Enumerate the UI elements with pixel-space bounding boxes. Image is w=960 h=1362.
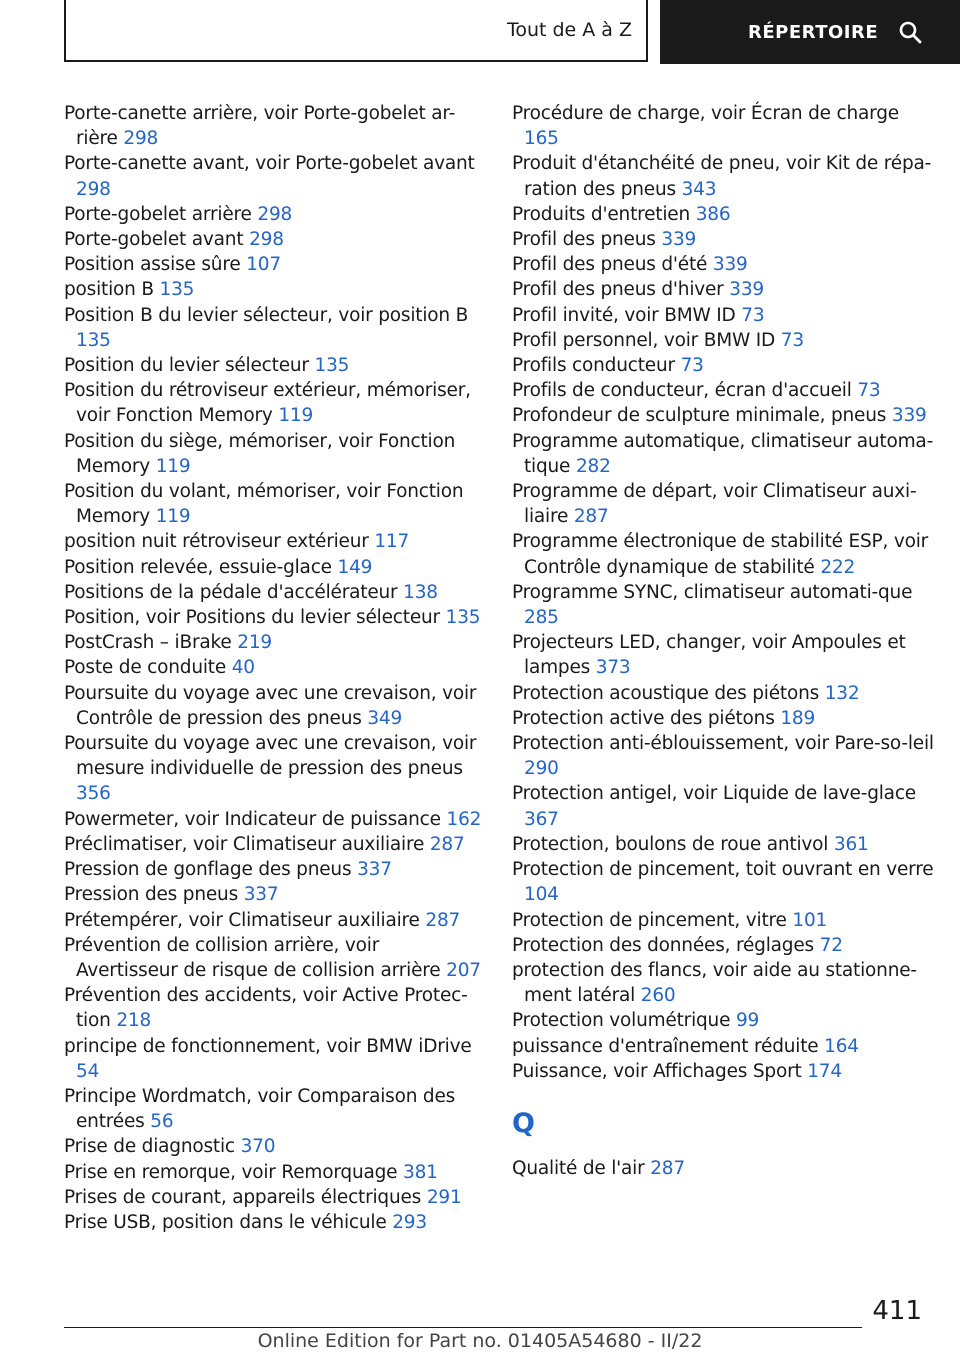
index-term: Position du volant, mémoriser, voir Fonction Memory [64, 481, 464, 528]
index-entry [64, 681, 484, 731]
page-link[interactable]: 298 [257, 203, 293, 225]
index-entry [512, 832, 937, 857]
index-entry [512, 908, 937, 933]
page-link[interactable]: 218 [116, 1010, 152, 1032]
index-term: Prise de diagnostic [64, 1136, 235, 1158]
page-link[interactable]: 337 [243, 884, 279, 906]
index-entry [64, 151, 484, 201]
index-entry [64, 807, 484, 832]
page-link[interactable]: 101 [792, 909, 828, 931]
page-link[interactable]: 138 [403, 581, 438, 603]
page-link[interactable]: 343 [681, 178, 717, 200]
index-entry [512, 731, 937, 781]
index-entry [512, 353, 937, 378]
page-link[interactable]: 298 [249, 229, 284, 251]
index-term: Projecteurs LED, changer, voir Ampoules et lampes [512, 632, 906, 679]
page-link[interactable]: 40 [231, 657, 255, 679]
index-entry [512, 101, 937, 151]
page-link[interactable]: 174 [807, 1060, 842, 1082]
index-term: Protection active des piétons [512, 707, 775, 729]
page-link[interactable]: 282 [575, 455, 611, 477]
page-link[interactable]: 298 [76, 178, 111, 200]
index-entry [512, 1059, 937, 1084]
section-title: Tout de A à Z [506, 19, 632, 41]
index-entry [512, 781, 937, 831]
index-entry [64, 1034, 484, 1084]
index-entry [64, 303, 484, 353]
page-link[interactable]: 72 [819, 934, 843, 956]
index-entry [64, 908, 484, 933]
page-link[interactable]: 287 [429, 833, 465, 855]
index-entry [64, 857, 484, 882]
index-term: Puissance, voir Affichages Sport [512, 1060, 802, 1082]
index-term: Profil des pneus d'hiver [512, 279, 724, 301]
page-link[interactable]: 73 [857, 380, 881, 402]
index-entry [64, 1160, 484, 1185]
page-link[interactable]: 165 [524, 128, 559, 150]
index-term: Protection de pincement, toit ouvrant en verre [512, 859, 934, 881]
page-link[interactable]: 349 [367, 707, 403, 729]
index-entry [64, 1084, 484, 1134]
index-entry [64, 882, 484, 907]
page-link[interactable]: 132 [824, 682, 860, 704]
index-entry [64, 378, 484, 428]
page-link[interactable]: 162 [446, 808, 482, 830]
index-term: Protection de pincement, vitre [512, 909, 787, 931]
page-link[interactable]: 339 [661, 229, 697, 251]
page-link[interactable]: 339 [729, 279, 764, 301]
page-link[interactable]: 135 [445, 607, 481, 629]
page-link[interactable]: 135 [159, 279, 195, 301]
page-link[interactable]: 370 [240, 1136, 276, 1158]
page-link[interactable]: 117 [374, 531, 410, 553]
page-link[interactable]: 381 [403, 1161, 438, 1183]
index-entry [64, 731, 484, 807]
index-term: Position relevée, essuie-glace [64, 556, 332, 578]
index-entry [64, 933, 484, 983]
index-entry [512, 252, 937, 277]
page-link[interactable]: 73 [780, 329, 804, 351]
index-entry [64, 655, 484, 680]
index-term: position nuit rétroviseur extérieur [64, 531, 369, 553]
index-entry [512, 378, 937, 403]
page-header [0, 0, 960, 66]
index-term: Procédure de charge, voir Écran de charge [512, 103, 899, 124]
index-entry [512, 933, 937, 958]
chapter-title: RÉPERTOIRE [748, 21, 879, 43]
page-link[interactable]: 73 [741, 304, 765, 326]
index-term: Pression de gonflage des pneus [64, 859, 352, 881]
index-term: Programme électronique de stabilité ESP, voir Contrôle dynamique de stabilité [512, 531, 929, 578]
index-term: Positions de la pédale d'accélérateur [64, 581, 398, 603]
page-link[interactable]: 73 [680, 355, 704, 377]
index-term: puissance d'entraînement réduite [512, 1035, 819, 1057]
index-term: Pression des pneus [64, 884, 239, 906]
index-entry [512, 681, 937, 706]
page-link[interactable]: 222 [820, 556, 856, 578]
index-column-right [512, 101, 937, 1181]
page-link[interactable]: 107 [246, 254, 281, 276]
index-entry [512, 429, 937, 479]
index-term: Produit d'étanchéité de pneu, voir Kit de répa-ration des pneus [512, 153, 932, 200]
index-entry [512, 277, 937, 302]
footer-edition: Online Edition for Part no. 01405A54680 - II/22 [257, 1330, 703, 1352]
index-entry [64, 983, 484, 1033]
index-entry [64, 630, 484, 655]
index-term: Programme automatique, climatiseur automa-tique [512, 430, 934, 477]
index-term: Profil invité, voir BMW ID [512, 304, 736, 326]
index-term: PostCrash – iBrake [64, 632, 232, 654]
index-term: Position du rétroviseur extérieur, mémoriser, voir Fonction Memory [64, 380, 471, 427]
index-term: Position du siège, mémoriser, voir Fonction Memory [64, 430, 456, 477]
index-entry [64, 1185, 484, 1210]
page-link[interactable]: 287 [650, 1157, 685, 1179]
index-entry [64, 1134, 484, 1159]
page-link[interactable]: 104 [524, 884, 559, 906]
index-term: Produits d'entretien [512, 203, 691, 225]
page-link[interactable]: 287 [573, 506, 609, 528]
index-column-left [64, 101, 484, 1235]
index-term: Protection antigel, voir Liquide de lave-glace [512, 783, 916, 805]
index-entry [64, 277, 484, 302]
page-link[interactable]: 149 [337, 556, 373, 578]
index-entry [64, 252, 484, 277]
index-entry [64, 832, 484, 857]
index-term: Profil des pneus [512, 229, 656, 251]
index-entry [64, 529, 484, 554]
index-term: Qualité de l'air [512, 1157, 645, 1179]
page-link[interactable]: 356 [76, 783, 111, 805]
index-term: Porte-gobelet arrière [64, 203, 252, 225]
index-term: Prise USB, position dans le véhicule [64, 1211, 387, 1233]
index-term: Position du levier sélecteur [64, 355, 309, 377]
section-letter-q: Q [512, 1107, 535, 1139]
page-link[interactable]: 285 [524, 607, 559, 629]
index-entry [512, 403, 937, 428]
page-link[interactable]: 291 [426, 1186, 462, 1208]
index-entry [512, 630, 937, 680]
page-link[interactable]: 135 [76, 329, 111, 351]
page-link[interactable]: 135 [314, 355, 350, 377]
page-link[interactable]: 361 [833, 833, 869, 855]
index-term: Protection acoustique des piétons [512, 682, 820, 704]
index-entry [512, 706, 937, 731]
page-link[interactable]: 207 [446, 959, 481, 981]
page-link[interactable]: 54 [76, 1060, 100, 1082]
index-term: Porte-gobelet avant [64, 229, 244, 251]
index-entry [64, 202, 484, 227]
index-entry [64, 580, 484, 605]
index-entry [64, 1210, 484, 1235]
page-link[interactable]: 290 [524, 758, 559, 780]
page-link[interactable]: 367 [524, 808, 559, 830]
index-term: Protection anti-éblouissement, voir Pare-so-leil [512, 733, 934, 755]
index-term: Prises de courant, appareils électriques [64, 1186, 422, 1208]
index-term: Prévention de collision arrière, voir Avertisseur de risque de collision arrière [64, 934, 441, 981]
index-entry [64, 101, 484, 151]
index-term: Programme SYNC, climatiseur automati-que [512, 581, 913, 603]
index-entry [64, 353, 484, 378]
section-tab[interactable] [64, 0, 648, 62]
page-link[interactable]: 337 [357, 859, 392, 881]
index-entry [64, 227, 484, 252]
index-term: Porte-canette avant, voir Porte-gobelet avant [64, 153, 475, 175]
page-link[interactable]: 386 [695, 203, 731, 225]
page-link[interactable]: 293 [392, 1211, 427, 1233]
page-link[interactable]: 164 [824, 1035, 859, 1057]
page-number: 411 [872, 1296, 922, 1326]
index-entry [64, 555, 484, 580]
index-term: Principe Wordmatch, voir Comparaison des entrées [64, 1085, 456, 1133]
index-entry [512, 580, 937, 630]
index-entry [512, 857, 937, 907]
index-entry [512, 479, 937, 529]
index-entry [512, 1156, 937, 1181]
index-term: Poursuite du voyage avec une crevaison, voir mesure individuelle de pression des pneus [64, 733, 477, 780]
page-link[interactable]: 339 [891, 405, 927, 427]
page-link[interactable]: 189 [780, 707, 816, 729]
page-link[interactable]: 287 [425, 909, 461, 931]
page-link[interactable]: 373 [595, 657, 631, 679]
index-term: Profils de conducteur, écran d'accueil [512, 380, 852, 402]
index-term: Prise en remorque, voir Remorquage [64, 1161, 398, 1183]
index-term: Prévention des accidents, voir Active Protec-tion [64, 985, 468, 1032]
page-link[interactable]: 119 [278, 405, 314, 427]
page-link[interactable]: 119 [155, 455, 191, 477]
index-term: principe de fonctionnement, voir BMW iDrive [64, 1035, 472, 1057]
index-term: Poursuite du voyage avec une crevaison, voir Contrôle de pression des pneus [64, 682, 477, 729]
index-term: protection des flancs, voir aide au stationne-ment latéral [512, 959, 917, 1007]
index-entry [64, 605, 484, 630]
index-entry [512, 1008, 937, 1033]
footer-divider [64, 1327, 862, 1328]
index-entry [64, 479, 484, 529]
index-term: Préclimatiser, voir Climatiseur auxiliaire [64, 833, 425, 855]
index-term: position B [64, 279, 154, 301]
search-icon[interactable] [898, 20, 922, 44]
page-link[interactable]: 298 [123, 128, 159, 150]
index-term: Profils conducteur [512, 355, 675, 377]
page-link[interactable]: 219 [237, 632, 272, 654]
index-entry [512, 303, 937, 328]
index-entry [512, 202, 937, 227]
page-link[interactable]: 56 [150, 1111, 174, 1133]
page-link[interactable]: 119 [155, 506, 191, 528]
index-term: Protection des données, réglages [512, 934, 814, 956]
index-term: Position, voir Positions du levier sélecteur [64, 607, 440, 629]
chapter-tab[interactable] [660, 0, 960, 64]
index-entry [512, 151, 937, 201]
index-entry [512, 958, 937, 1008]
page-link[interactable]: 260 [640, 985, 676, 1007]
index-term: Profil personnel, voir BMW ID [512, 329, 776, 351]
index-term: Profil des pneus d'été [512, 254, 708, 276]
page-link[interactable]: 339 [712, 254, 748, 276]
index-entry [512, 1034, 937, 1059]
index-term: Poste de conduite [64, 657, 227, 679]
index-term: Programme de départ, voir Climatiseur auxi-liaire [512, 481, 917, 528]
index-entry [512, 227, 937, 252]
index-entry [512, 328, 937, 353]
index-entry [512, 529, 937, 579]
page-link[interactable]: 99 [735, 1010, 760, 1032]
index-term: Protection volumétrique [512, 1010, 731, 1032]
index-term: Profondeur de sculpture minimale, pneus [512, 405, 887, 427]
index-term: Position assise sûre [64, 254, 241, 276]
index-entry [64, 429, 484, 479]
index-term: Prétempérer, voir Climatiseur auxiliaire [64, 909, 420, 931]
index-term: Position B du levier sélecteur, voir position B [64, 304, 469, 326]
index-term: Porte-canette arrière, voir Porte-gobelet ar-rière [64, 103, 456, 150]
index-term: Protection, boulons de roue antivol [512, 833, 829, 855]
index-term: Powermeter, voir Indicateur de puissance [64, 808, 441, 830]
